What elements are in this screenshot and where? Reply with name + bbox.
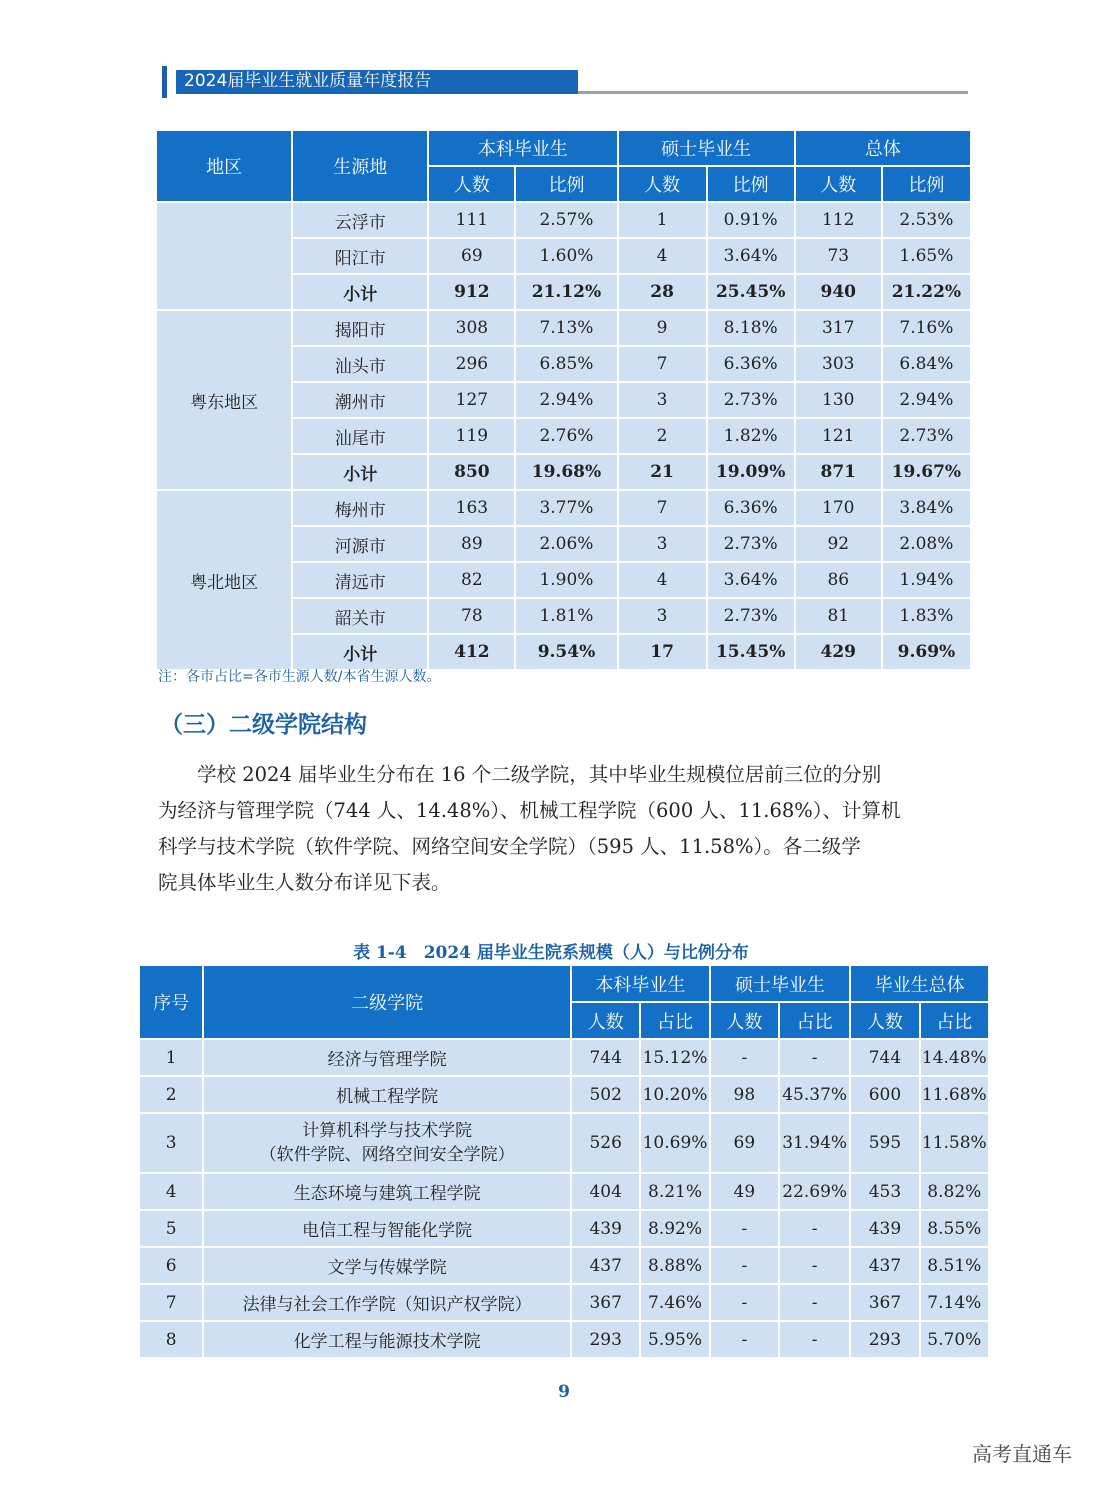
value-cell: 170 xyxy=(796,491,881,525)
college-scale-table-body xyxy=(140,1040,988,1357)
value-cell: 112 xyxy=(796,203,881,237)
value-cell: 8.88% xyxy=(641,1248,708,1283)
table-row xyxy=(140,1285,988,1320)
value-cell: 4 xyxy=(619,239,706,273)
value-cell: 453 xyxy=(851,1174,918,1209)
col-header-master: 硕士毕业生 xyxy=(619,131,794,165)
subtotal-label: 小计 xyxy=(293,635,427,669)
city-cell: 汕尾市 xyxy=(293,419,427,453)
value-cell: - xyxy=(711,1248,778,1283)
value-cell: 308 xyxy=(429,311,514,345)
value-cell: 4 xyxy=(619,563,706,597)
subtotal-value: 21 xyxy=(619,455,706,489)
value-cell: 3 xyxy=(619,527,706,561)
col-header-no: 序号 xyxy=(140,966,202,1038)
college-name: 计算机科学与技术学院 xyxy=(302,1121,473,1141)
subtotal-value: 19.68% xyxy=(516,455,616,489)
subtotal-value: 15.45% xyxy=(708,635,794,669)
row-number: 6 xyxy=(140,1248,202,1283)
col-header-count: 人数 xyxy=(572,1003,639,1038)
city-cell: 韶关市 xyxy=(293,599,427,633)
value-cell: 1.94% xyxy=(883,563,970,597)
value-cell: 82 xyxy=(429,563,514,597)
subtotal-value: 940 xyxy=(796,275,881,309)
value-cell: 11.58% xyxy=(921,1114,988,1172)
col-header-region: 地区 xyxy=(157,131,291,201)
value-cell: 3.64% xyxy=(708,239,794,273)
table-row xyxy=(157,311,970,345)
value-cell: 10.20% xyxy=(641,1077,708,1112)
table-row xyxy=(140,1114,988,1172)
value-cell: - xyxy=(711,1040,778,1075)
value-cell: 1 xyxy=(619,203,706,237)
college-name-cell xyxy=(204,1211,570,1246)
value-cell: 3 xyxy=(619,383,706,417)
value-cell: 45.37% xyxy=(780,1077,849,1112)
value-cell: 2.08% xyxy=(883,527,970,561)
value-cell: 6.84% xyxy=(883,347,970,381)
value-cell: 73 xyxy=(796,239,881,273)
value-cell: 293 xyxy=(851,1322,918,1357)
subtotal-value: 21.12% xyxy=(516,275,616,309)
value-cell: 15.12% xyxy=(641,1040,708,1075)
value-cell: 3.64% xyxy=(708,563,794,597)
college-name-cell xyxy=(204,1077,570,1112)
table-row xyxy=(140,1322,988,1357)
college-name: 生态环境与建筑工程学院 xyxy=(293,1184,481,1204)
value-cell: 7 xyxy=(619,347,706,381)
college-name: 化学工程与能源技术学院 xyxy=(293,1332,481,1352)
city-cell: 梅州市 xyxy=(293,491,427,525)
table-row xyxy=(140,1077,988,1112)
value-cell: 6.85% xyxy=(516,347,616,381)
watermark-text: 高考直通车 xyxy=(972,1442,1072,1466)
value-cell: 7.46% xyxy=(641,1285,708,1320)
city-cell: 云浮市 xyxy=(293,203,427,237)
value-cell: 0.91% xyxy=(708,203,794,237)
value-cell: 2.73% xyxy=(883,419,970,453)
value-cell: 2.53% xyxy=(883,203,970,237)
value-cell: 11.68% xyxy=(921,1077,988,1112)
value-cell: - xyxy=(711,1322,778,1357)
value-cell: 5.95% xyxy=(641,1322,708,1357)
value-cell: 8.51% xyxy=(921,1248,988,1283)
value-cell: 9 xyxy=(619,311,706,345)
table-caption: 表 1-4 2024 届毕业生院系规模（人）与比例分布 xyxy=(353,943,749,963)
row-number: 8 xyxy=(140,1322,202,1357)
value-cell: 86 xyxy=(796,563,881,597)
table-row xyxy=(157,203,970,237)
value-cell: 127 xyxy=(429,383,514,417)
col-header-bachelor: 本科毕业生 xyxy=(572,966,709,1001)
value-cell: 111 xyxy=(429,203,514,237)
value-cell: 130 xyxy=(796,383,881,417)
value-cell: 92 xyxy=(796,527,881,561)
row-number: 2 xyxy=(140,1077,202,1112)
col-header-ratio: 比例 xyxy=(516,167,616,201)
col-header-total: 毕业生总体 xyxy=(851,966,988,1001)
subtotal-value: 412 xyxy=(429,635,514,669)
value-cell: 121 xyxy=(796,419,881,453)
row-number: 5 xyxy=(140,1211,202,1246)
value-cell: 6.36% xyxy=(708,491,794,525)
value-cell: 317 xyxy=(796,311,881,345)
table-row xyxy=(140,1248,988,1283)
source-region-table-body xyxy=(157,203,970,669)
subtotal-value: 429 xyxy=(796,635,881,669)
value-cell: 31.94% xyxy=(780,1114,849,1172)
value-cell: 98 xyxy=(711,1077,778,1112)
value-cell: 7.16% xyxy=(883,311,970,345)
value-cell: 404 xyxy=(572,1174,639,1209)
college-name: 经济与管理学院 xyxy=(327,1050,447,1070)
value-cell: - xyxy=(711,1211,778,1246)
value-cell: 7 xyxy=(619,491,706,525)
subtotal-value: 871 xyxy=(796,455,881,489)
subtotal-value: 17 xyxy=(619,635,706,669)
value-cell: - xyxy=(780,1211,849,1246)
row-number: 7 xyxy=(140,1285,202,1320)
col-header-count: 人数 xyxy=(711,1003,778,1038)
value-cell: 2.76% xyxy=(516,419,616,453)
value-cell: 69 xyxy=(711,1114,778,1172)
header-title: 2024届毕业生就业质量年度报告 xyxy=(184,71,432,91)
col-header-total: 总体 xyxy=(796,131,970,165)
col-header-ratio: 比例 xyxy=(883,167,970,201)
college-name: 法律与社会工作学院（知识产权学院） xyxy=(242,1295,532,1315)
col-header-count: 人数 xyxy=(796,167,881,201)
city-cell: 潮州市 xyxy=(293,383,427,417)
value-cell: 2 xyxy=(619,419,706,453)
value-cell: 296 xyxy=(429,347,514,381)
subtotal-value: 19.09% xyxy=(708,455,794,489)
value-cell: 744 xyxy=(572,1040,639,1075)
col-header-ratio: 占比 xyxy=(780,1003,849,1038)
value-cell: 303 xyxy=(796,347,881,381)
college-name-cell xyxy=(204,1248,570,1283)
value-cell: 1.60% xyxy=(516,239,616,273)
value-cell: 744 xyxy=(851,1040,918,1075)
value-cell: 502 xyxy=(572,1077,639,1112)
body-paragraph xyxy=(158,757,970,901)
value-cell: - xyxy=(780,1248,849,1283)
value-cell: 3.77% xyxy=(516,491,616,525)
paragraph-line: 为经济与管理学院（744 人、14.48%）、机械工程学院（600 人、11.68%）、计算机 xyxy=(158,799,901,822)
paragraph-line: 院具体毕业生人数分布详见下表。 xyxy=(158,871,451,894)
value-cell: 78 xyxy=(429,599,514,633)
subtotal-value: 28 xyxy=(619,275,706,309)
value-cell: 163 xyxy=(429,491,514,525)
value-cell: 2.73% xyxy=(708,383,794,417)
row-number: 1 xyxy=(140,1040,202,1075)
subtotal-value: 912 xyxy=(429,275,514,309)
col-header-master: 硕士毕业生 xyxy=(711,966,850,1001)
value-cell: 7.13% xyxy=(516,311,616,345)
college-name-cell xyxy=(204,1040,570,1075)
value-cell: 2.73% xyxy=(708,527,794,561)
page-header xyxy=(162,66,968,98)
subtotal-label: 小计 xyxy=(293,275,427,309)
paragraph-line: 科学与技术学院（软件学院、网络空间安全学院）（595 人、11.58%）。各二级学 xyxy=(158,835,861,858)
college-name: 文学与传媒学院 xyxy=(327,1258,447,1278)
col-header-count: 人数 xyxy=(851,1003,918,1038)
table-row xyxy=(140,1174,988,1209)
subtotal-value: 9.54% xyxy=(516,635,616,669)
page-number: 9 xyxy=(558,1382,570,1402)
value-cell: 10.69% xyxy=(641,1114,708,1172)
city-cell: 揭阳市 xyxy=(293,311,427,345)
col-header-ratio: 占比 xyxy=(921,1003,988,1038)
value-cell: 8.92% xyxy=(641,1211,708,1246)
table-row xyxy=(140,1211,988,1246)
header-accent-bar xyxy=(162,66,167,98)
value-cell: 8.18% xyxy=(708,311,794,345)
source-region-table xyxy=(155,129,972,671)
col-header-source: 生源地 xyxy=(293,131,427,201)
college-name-cell xyxy=(204,1114,570,1172)
table-row xyxy=(140,1040,988,1075)
value-cell: - xyxy=(780,1285,849,1320)
value-cell: 1.83% xyxy=(883,599,970,633)
city-cell: 清远市 xyxy=(293,563,427,597)
value-cell: 2.94% xyxy=(883,383,970,417)
college-scale-table xyxy=(138,964,990,1359)
value-cell: 1.82% xyxy=(708,419,794,453)
college-name-cell xyxy=(204,1285,570,1320)
col-header-count: 人数 xyxy=(619,167,706,201)
value-cell: 1.90% xyxy=(516,563,616,597)
value-cell: 14.48% xyxy=(921,1040,988,1075)
value-cell: 3.84% xyxy=(883,491,970,525)
value-cell: 8.21% xyxy=(641,1174,708,1209)
value-cell: 2.73% xyxy=(708,599,794,633)
value-cell: 69 xyxy=(429,239,514,273)
value-cell: 600 xyxy=(851,1077,918,1112)
region-cell: 粤东地区 xyxy=(157,311,291,489)
value-cell: - xyxy=(780,1322,849,1357)
table-row xyxy=(157,491,970,525)
value-cell: 437 xyxy=(851,1248,918,1283)
value-cell: 119 xyxy=(429,419,514,453)
value-cell: 7.14% xyxy=(921,1285,988,1320)
value-cell: 2.94% xyxy=(516,383,616,417)
paragraph-line: 学校 2024 届毕业生分布在 16 个二级学院，其中毕业生规模位居前三位的分别 xyxy=(158,763,882,786)
value-cell: 2.57% xyxy=(516,203,616,237)
row-number: 4 xyxy=(140,1174,202,1209)
college-name: 机械工程学院 xyxy=(336,1087,439,1107)
value-cell: 595 xyxy=(851,1114,918,1172)
col-header-ratio: 占比 xyxy=(641,1003,708,1038)
section-title: （三）二级学院结构 xyxy=(160,712,367,738)
subtotal-value: 9.69% xyxy=(883,635,970,669)
subtotal-value: 25.45% xyxy=(708,275,794,309)
city-cell: 汕头市 xyxy=(293,347,427,381)
college-name-cell xyxy=(204,1322,570,1357)
value-cell: 526 xyxy=(572,1114,639,1172)
value-cell: 81 xyxy=(796,599,881,633)
value-cell: 5.70% xyxy=(921,1322,988,1357)
subtotal-value: 19.67% xyxy=(883,455,970,489)
value-cell: 439 xyxy=(572,1211,639,1246)
row-number: 3 xyxy=(140,1114,202,1172)
value-cell: 3 xyxy=(619,599,706,633)
value-cell: 89 xyxy=(429,527,514,561)
value-cell: 6.36% xyxy=(708,347,794,381)
subtotal-value: 850 xyxy=(429,455,514,489)
value-cell: - xyxy=(711,1285,778,1320)
region-cell: 粤北地区 xyxy=(157,491,291,669)
value-cell: - xyxy=(780,1040,849,1075)
value-cell: 8.82% xyxy=(921,1174,988,1209)
value-cell: 437 xyxy=(572,1248,639,1283)
college-name-sub: （软件学院、网络空间安全学院） xyxy=(259,1145,515,1165)
subtotal-label: 小计 xyxy=(293,455,427,489)
value-cell: 293 xyxy=(572,1322,639,1357)
city-cell: 阳江市 xyxy=(293,239,427,273)
value-cell: 439 xyxy=(851,1211,918,1246)
value-cell: 1.81% xyxy=(516,599,616,633)
college-name: 电信工程与智能化学院 xyxy=(302,1221,473,1241)
col-header-ratio: 比例 xyxy=(708,167,794,201)
value-cell: 367 xyxy=(851,1285,918,1320)
city-cell: 河源市 xyxy=(293,527,427,561)
value-cell: 1.65% xyxy=(883,239,970,273)
col-header-count: 人数 xyxy=(429,167,514,201)
subtotal-value: 21.22% xyxy=(883,275,970,309)
col-header-college: 二级学院 xyxy=(204,966,570,1038)
col-header-bachelor: 本科毕业生 xyxy=(429,131,616,165)
value-cell: 367 xyxy=(572,1285,639,1320)
college-name-cell xyxy=(204,1174,570,1209)
value-cell: 8.55% xyxy=(921,1211,988,1246)
value-cell: 22.69% xyxy=(780,1174,849,1209)
value-cell: 2.06% xyxy=(516,527,616,561)
region-cell xyxy=(157,203,291,309)
value-cell: 49 xyxy=(711,1174,778,1209)
table-note: 注：各市占比=各市生源人数/本省生源人数。 xyxy=(158,669,441,685)
